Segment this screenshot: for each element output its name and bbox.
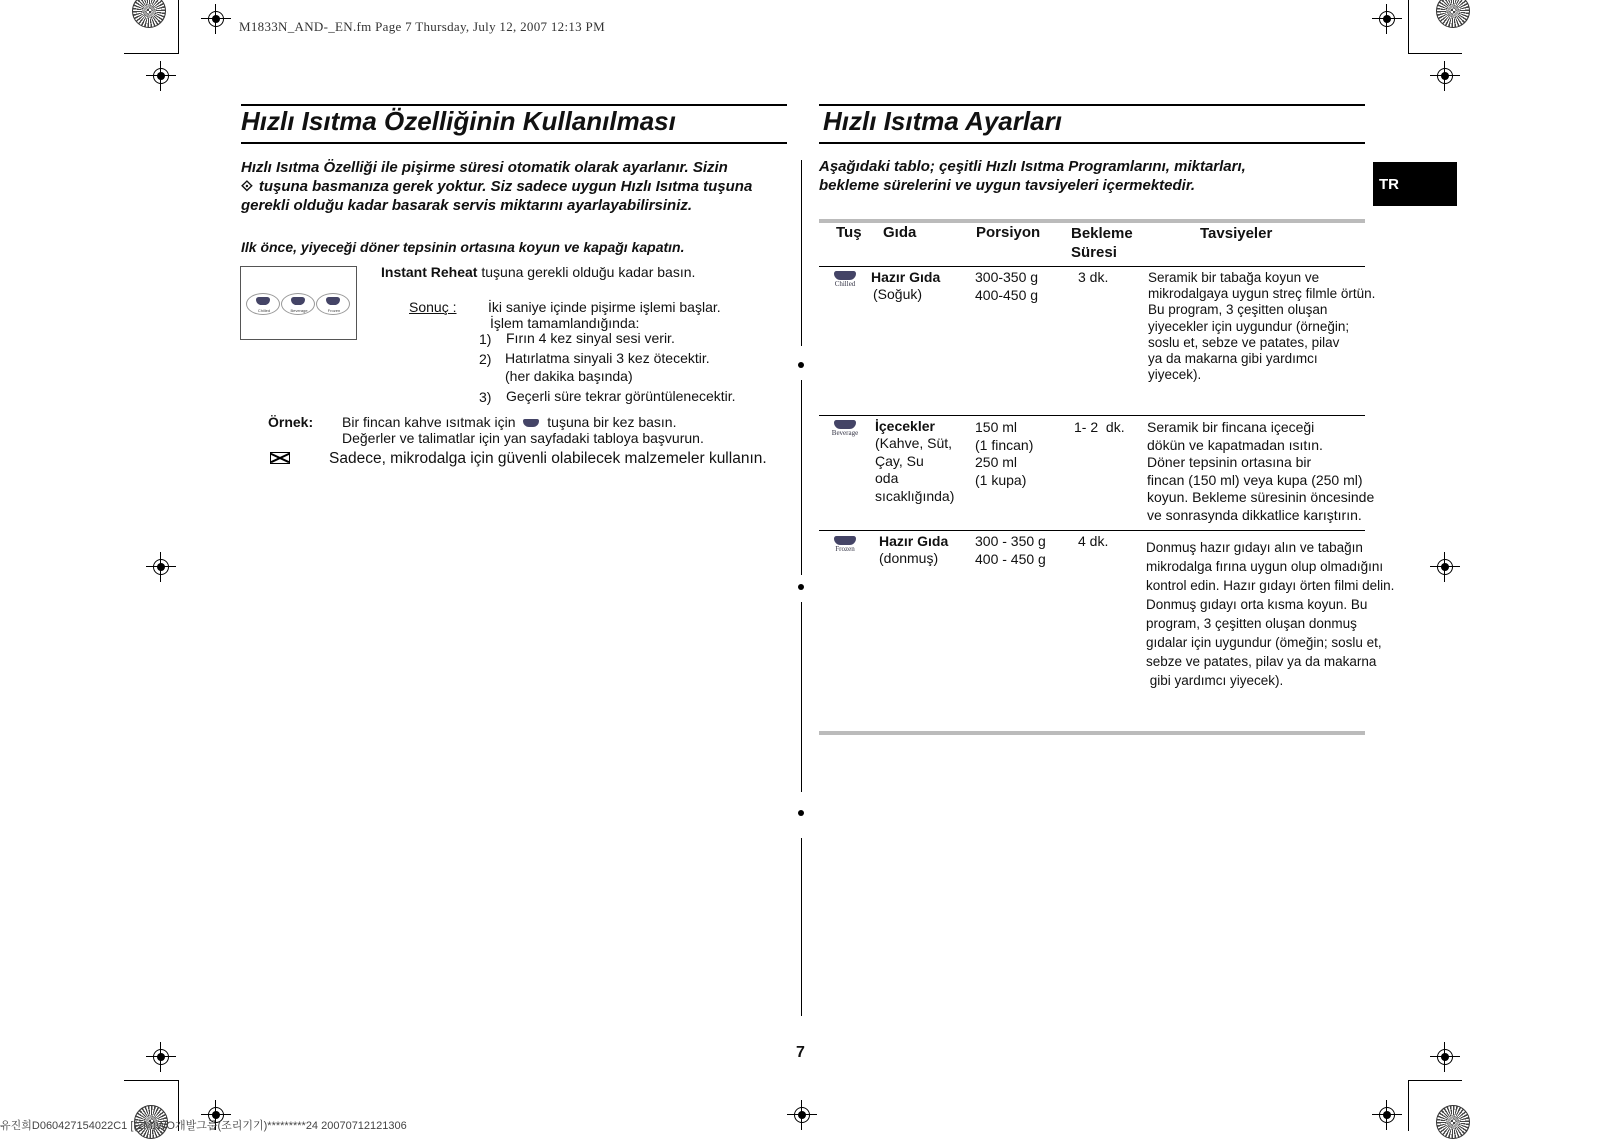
note-envelope-icon xyxy=(270,452,290,464)
portion-line: 400 - 450 g xyxy=(975,550,1046,567)
advice-cell xyxy=(1148,270,1375,383)
food-name: İçecekler xyxy=(875,418,935,434)
portion-cell xyxy=(975,269,1038,304)
left-intro-line: Hızlı Isıtma Özelliği ile pişirme süresi otomatik olarak ayarlanır. Sizin xyxy=(241,159,728,176)
print-header: M1833N_AND-_EN.fm Page 7 Thursday, July 12, 2007 12:13 PM xyxy=(239,19,605,34)
food-detail: (Soğuk) xyxy=(873,286,923,302)
result-label: Sonuç : xyxy=(409,299,457,315)
result-item-text: Geçerli süre tekrar görüntülenecektir. xyxy=(506,388,736,404)
beverage-icon xyxy=(831,420,859,437)
table-row xyxy=(871,268,940,304)
right-intro-line: Aşağıdaki tablo; çeşitli Hızlı Isıtma Programlarını, miktarları, xyxy=(819,158,1246,175)
portion-line: 300 - 350 g xyxy=(975,533,1046,549)
table-header-food: Gıda xyxy=(883,224,917,241)
step-intro: Ilk önce, yiyeceği döner tepsinin ortasına koyun ve kapağı kapatın. xyxy=(241,239,685,255)
left-intro xyxy=(241,158,801,215)
chilled-icon-label: Chilled xyxy=(834,280,856,288)
advice-line: dökün ve kapatmadan ısıtın. xyxy=(1147,436,1323,453)
divider-dot xyxy=(798,584,804,590)
result-line: İki saniye içinde pişirme işlemi başlar. xyxy=(488,299,721,315)
food-name: Hazır Gıda xyxy=(879,533,949,549)
result-item-text: (her dakika başında) xyxy=(505,368,633,384)
advice-line: kontrol edin. Hazır gıdayı örten filmi delin. xyxy=(1146,578,1395,593)
advice-line: program, 3 çeşitten oluşan donmuş xyxy=(1146,616,1357,631)
result-line: İşlem tamamlandığında: xyxy=(490,315,640,331)
crop-mark xyxy=(1408,1080,1409,1131)
portion-line: (1 kupa) xyxy=(975,471,1027,488)
advice-line: gıdalar için uygundur (ömeğin; soslu et, xyxy=(1146,635,1382,650)
advice-line: soslu et, sebze ve patates, pilav xyxy=(1148,334,1340,350)
right-intro-line: bekleme sürelerini ve uygun tavsiyeleri içermektedir. xyxy=(819,177,1196,194)
crop-mark xyxy=(1408,0,1409,54)
portion-line: 150 ml xyxy=(975,419,1018,435)
table-header-portion: Porsiyon xyxy=(976,224,1041,241)
example-line: Değerler ve talimatlar için yan sayfadaki tabloya başvurun. xyxy=(342,430,704,446)
advice-line: ya da makarna gibi yardımcı xyxy=(1148,351,1318,367)
frozen-icon xyxy=(831,536,859,553)
registration-sunburst-top-right xyxy=(1436,0,1470,28)
table-row xyxy=(875,417,954,505)
crop-mark xyxy=(178,0,179,54)
beverage-key-label: Beverage xyxy=(290,308,308,313)
portion-line: 400-450 g xyxy=(975,286,1039,303)
crosshair-mark xyxy=(1372,4,1402,34)
advice-line: Döner tepsinin ortasına bir xyxy=(1147,454,1312,470)
crosshair-mark xyxy=(787,1100,817,1130)
result-item-text: Fırın 4 kez sinyal sesi verir. xyxy=(506,330,675,346)
frozen-key-icon xyxy=(316,293,350,315)
food-detail: Çay, Su xyxy=(875,452,924,469)
column-divider xyxy=(801,160,802,346)
table-row xyxy=(879,532,948,568)
language-tab-label: TR xyxy=(1379,175,1399,193)
result-item-number: 2) xyxy=(479,351,492,367)
table-header-standing-line: Bekleme xyxy=(1071,225,1133,242)
column-divider xyxy=(801,380,802,575)
instant-reheat-key-name: Instant Reheat xyxy=(381,264,478,280)
instant-reheat-keys-illustration xyxy=(240,266,357,340)
advice-line: Seramik bir tabağa koyun ve xyxy=(1148,270,1320,285)
note-text: Sadece, mikrodalga için güvenli olabilecek malzemeler kullanın. xyxy=(329,450,767,467)
table-bottom-bar xyxy=(819,731,1365,735)
crosshair-mark xyxy=(1430,61,1460,91)
example-text: tuşuna bir kez basın. xyxy=(547,414,677,430)
beverage-key-icon xyxy=(523,419,539,427)
left-intro-line: gerekli olduğu kadar basarak servis miktarını ayarlayabilirsiniz. xyxy=(241,197,693,214)
crosshair-mark xyxy=(201,4,231,34)
advice-line: ve sonrasynda dikkatlice karıştırın. xyxy=(1147,506,1362,523)
portion-line: 300-350 g xyxy=(975,269,1039,285)
crosshair-mark xyxy=(1372,1100,1402,1130)
table-row-rule xyxy=(819,415,1365,416)
frozen-icon-label: Frozen xyxy=(835,545,855,553)
table-row-rule xyxy=(819,530,1365,531)
standing-time: 3 dk. xyxy=(1078,269,1109,285)
advice-line: Donmuş gıdayı orta kısma koyun. Bu xyxy=(1146,597,1368,612)
example-label: Örnek: xyxy=(268,414,314,430)
advice-cell xyxy=(1146,538,1394,690)
food-detail: oda xyxy=(875,470,899,486)
food-detail: (donmuş) xyxy=(879,550,939,566)
portion-line: (1 fincan) xyxy=(975,436,1034,453)
advice-line: koyun. Bekleme süresinin öncesinde xyxy=(1147,489,1375,505)
food-detail: sıcaklığında) xyxy=(875,487,955,504)
left-intro-text: tuşuna basmanıza gerek yoktur. Siz sadece uygun Hızlı Isıtma tuşuna xyxy=(258,178,753,195)
food-name: Hazır Gıda xyxy=(871,269,941,285)
advice-line: mikrodalgaya uygun streç filmle örtün. xyxy=(1148,286,1376,302)
right-title-bottom-rule xyxy=(819,142,1365,144)
chilled-key-label: Chilled xyxy=(257,308,271,313)
example-line xyxy=(342,414,676,431)
divider-dot xyxy=(798,362,804,368)
instant-reheat-instruction xyxy=(381,264,695,281)
table-row-rule xyxy=(819,266,1365,267)
advice-line: sebze ve patates, pilav ya da makarna xyxy=(1146,654,1377,669)
example-text: Bir fincan kahve ısıtmak için xyxy=(342,414,516,430)
crop-mark xyxy=(1408,53,1462,54)
registration-sunburst-bottom-right xyxy=(1436,1105,1470,1139)
crosshair-mark xyxy=(1430,552,1460,582)
advice-cell xyxy=(1147,419,1374,524)
portion-cell xyxy=(975,533,1046,568)
table-header-standing-line: Süresi xyxy=(1071,244,1117,261)
print-footer: 유진희D060427154022C1 [(2M)WO개발그룹(조리기기)*********24 20070712121306 xyxy=(0,1120,407,1132)
portion-line: 250 ml xyxy=(975,454,1018,470)
divider-dot xyxy=(798,810,804,816)
crosshair-mark xyxy=(1430,1042,1460,1072)
crosshair-mark xyxy=(146,61,176,91)
portion-cell xyxy=(975,419,1033,489)
left-title-bottom-rule xyxy=(241,142,787,144)
advice-line: Seramik bir fincana içeceği xyxy=(1147,419,1315,435)
table-header-key: Tuş xyxy=(836,224,862,241)
advice-line: mikrodalga fırına uygun olup olmadığını xyxy=(1146,559,1384,574)
right-intro xyxy=(819,157,1359,195)
crop-mark xyxy=(1408,1080,1462,1081)
table-header-advice: Tavsiyeler xyxy=(1200,225,1273,242)
result-item-text: Hatırlatma sinyali 3 kez ötecektir. xyxy=(505,350,710,366)
advice-line: gibi yardımcı yiyecek). xyxy=(1146,673,1284,688)
crop-mark xyxy=(124,53,178,54)
left-intro-line xyxy=(241,177,801,196)
result-item-number: 1) xyxy=(479,331,492,347)
chilled-key-icon xyxy=(246,293,280,315)
page-number: 7 xyxy=(796,1044,805,1061)
advice-line: yiyecekler için uygundur (örneğin; xyxy=(1148,318,1350,334)
advice-line: Donmuş hazır gıdayı alın ve tabağın xyxy=(1146,540,1363,555)
right-title: Hızlı Isıtma Ayarları xyxy=(823,106,1062,136)
crosshair-mark xyxy=(146,552,176,582)
food-detail: (Kahve, Süt, xyxy=(875,435,953,451)
start-key-icon: ⟐ xyxy=(241,178,253,195)
registration-sunburst-top-left xyxy=(132,0,166,28)
frozen-key-label: Frozen xyxy=(327,308,341,313)
column-divider xyxy=(801,838,802,1016)
table-header-standing xyxy=(1071,224,1133,262)
left-title: Hızlı Isıtma Özelliğinin Kullanılması xyxy=(241,106,676,136)
result-item-number: 3) xyxy=(479,389,492,405)
crosshair-mark xyxy=(146,1042,176,1072)
advice-line: fincan (150 ml) veya kupa (250 ml) xyxy=(1147,471,1363,488)
advice-line: Bu program, 3 çeşitten oluşan xyxy=(1148,302,1328,318)
chilled-icon xyxy=(831,271,859,288)
standing-time: 1- 2 dk. xyxy=(1074,419,1125,435)
crop-mark xyxy=(124,1080,178,1081)
standing-time: 4 dk. xyxy=(1078,533,1109,549)
beverage-icon-label: Beverage xyxy=(831,429,859,437)
beverage-key-icon xyxy=(281,293,315,315)
instant-reheat-text: tuşuna gerekli olduğu kadar basın. xyxy=(477,264,696,280)
language-tab xyxy=(1373,162,1457,206)
column-divider xyxy=(801,602,802,792)
advice-line: yiyecek). xyxy=(1148,367,1202,383)
